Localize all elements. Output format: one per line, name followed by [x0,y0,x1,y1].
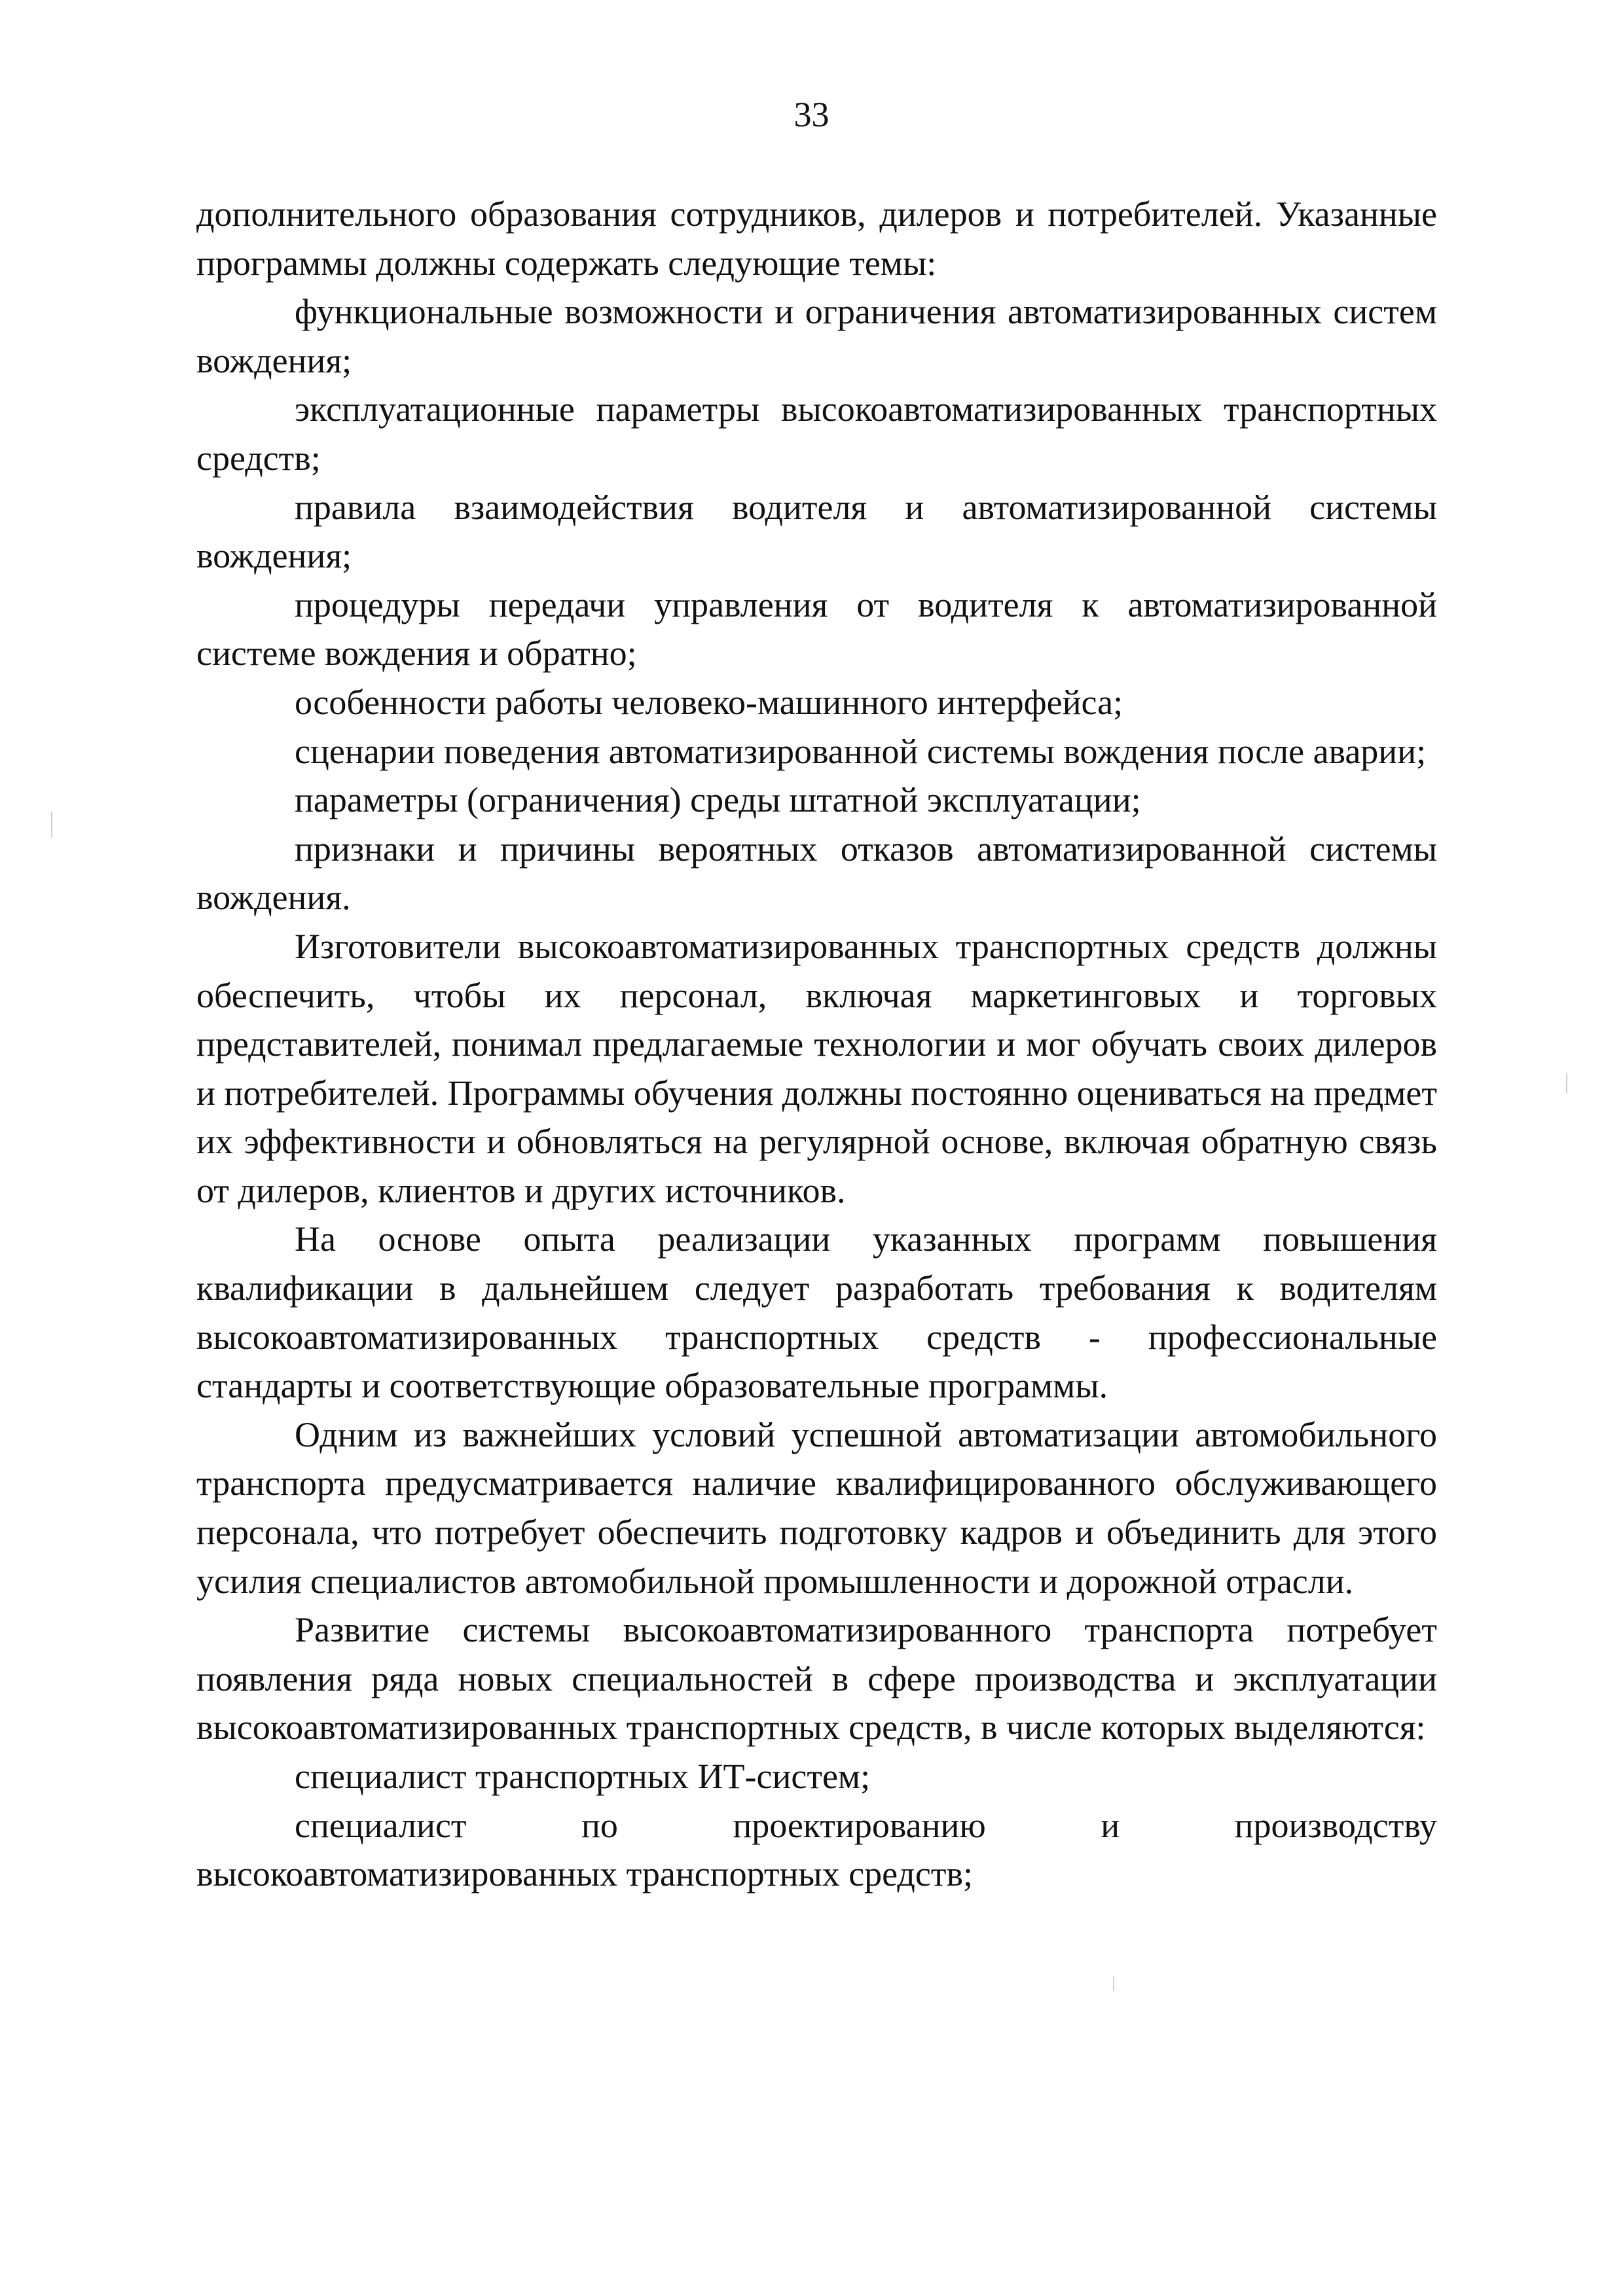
list-item-odd-parameters: параметры (ограничения) среды штатной эксплуатации; [295,780,1141,820]
list-item-failure-signs: признаки и причины вероятных отказов автоматизированной системы вождения. [196,829,1437,918]
paragraph-new-specialties: Развитие системы высокоавтоматизированного транспорта потребует появления ряда новых специальностей в сфере производства и эксплуатации высокоавтоматизированных транспортных средств, в числе которых выделяются: [196,1610,1437,1748]
list-item-design-production-specialist: специалист по проектированию и производству высокоавтоматизированных транспортных средств; [196,1805,1437,1894]
scan-artifact [1113,1977,1114,1991]
scan-artifact [51,812,52,838]
paragraph-qualified-personnel: Одним из важнейших условий успешной автоматизации автомобильного транспорта предусматривается наличие квалифицированного обслуживающего персонала, что потребует обеспечить подготовку кадров и объединить для этого усилия специалистов автомобильной промышленности и дорожной отрасли. [196,1414,1437,1601]
list-item-operational-parameters: эксплуатационные параметры высокоавтоматизированных транспортных средств; [196,389,1437,478]
list-item-post-accident-scenarios: сценарии поведения автоматизированной системы вождения после аварии; [295,731,1427,771]
document-body [196,190,1437,1899]
list-item-hmi-features: особенности работы человеко-машинного интерфейса; [295,682,1123,722]
scan-artifact [1566,1073,1567,1093]
paragraph-manufacturers: Изготовители высокоавтоматизированных транспортных средств должны обеспечить, чтобы их персонал, включая маркетинговых и торговых представителей, понимал предлагаемые технологии и мог обучать своих дилеров и потребителей. Программы обучения должны постоянно оцениваться на предмет их эффективности и обновляться на регулярной основе, включая обратную связь от дилеров, клиентов и других источников. [196,926,1437,1210]
paragraph-continuation: дополнительного образования сотрудников, дилеров и потребителей. Указанные программы должны содержать следующие темы: [196,194,1437,283]
paragraph-driver-requirements: На основе опыта реализации указанных программ повышения квалификации в дальнейшем следует разработать требования к водителям высокоавтоматизированных транспортных средств - профессиональные стандарты и соответствующие образовательные программы. [196,1219,1437,1406]
list-item-it-systems-specialist: специалист транспортных ИТ-систем; [295,1757,871,1796]
list-item-interaction-rules: правила взаимодействия водителя и автоматизированной системы вождения; [196,487,1437,576]
page-number: 33 [793,95,830,134]
list-item-functional-capabilities: функциональные возможности и ограничения автоматизированных систем вождения; [196,292,1437,380]
list-item-control-transfer: процедуры передачи управления от водителя к автоматизированной системе вождения и обратно; [196,584,1437,673]
